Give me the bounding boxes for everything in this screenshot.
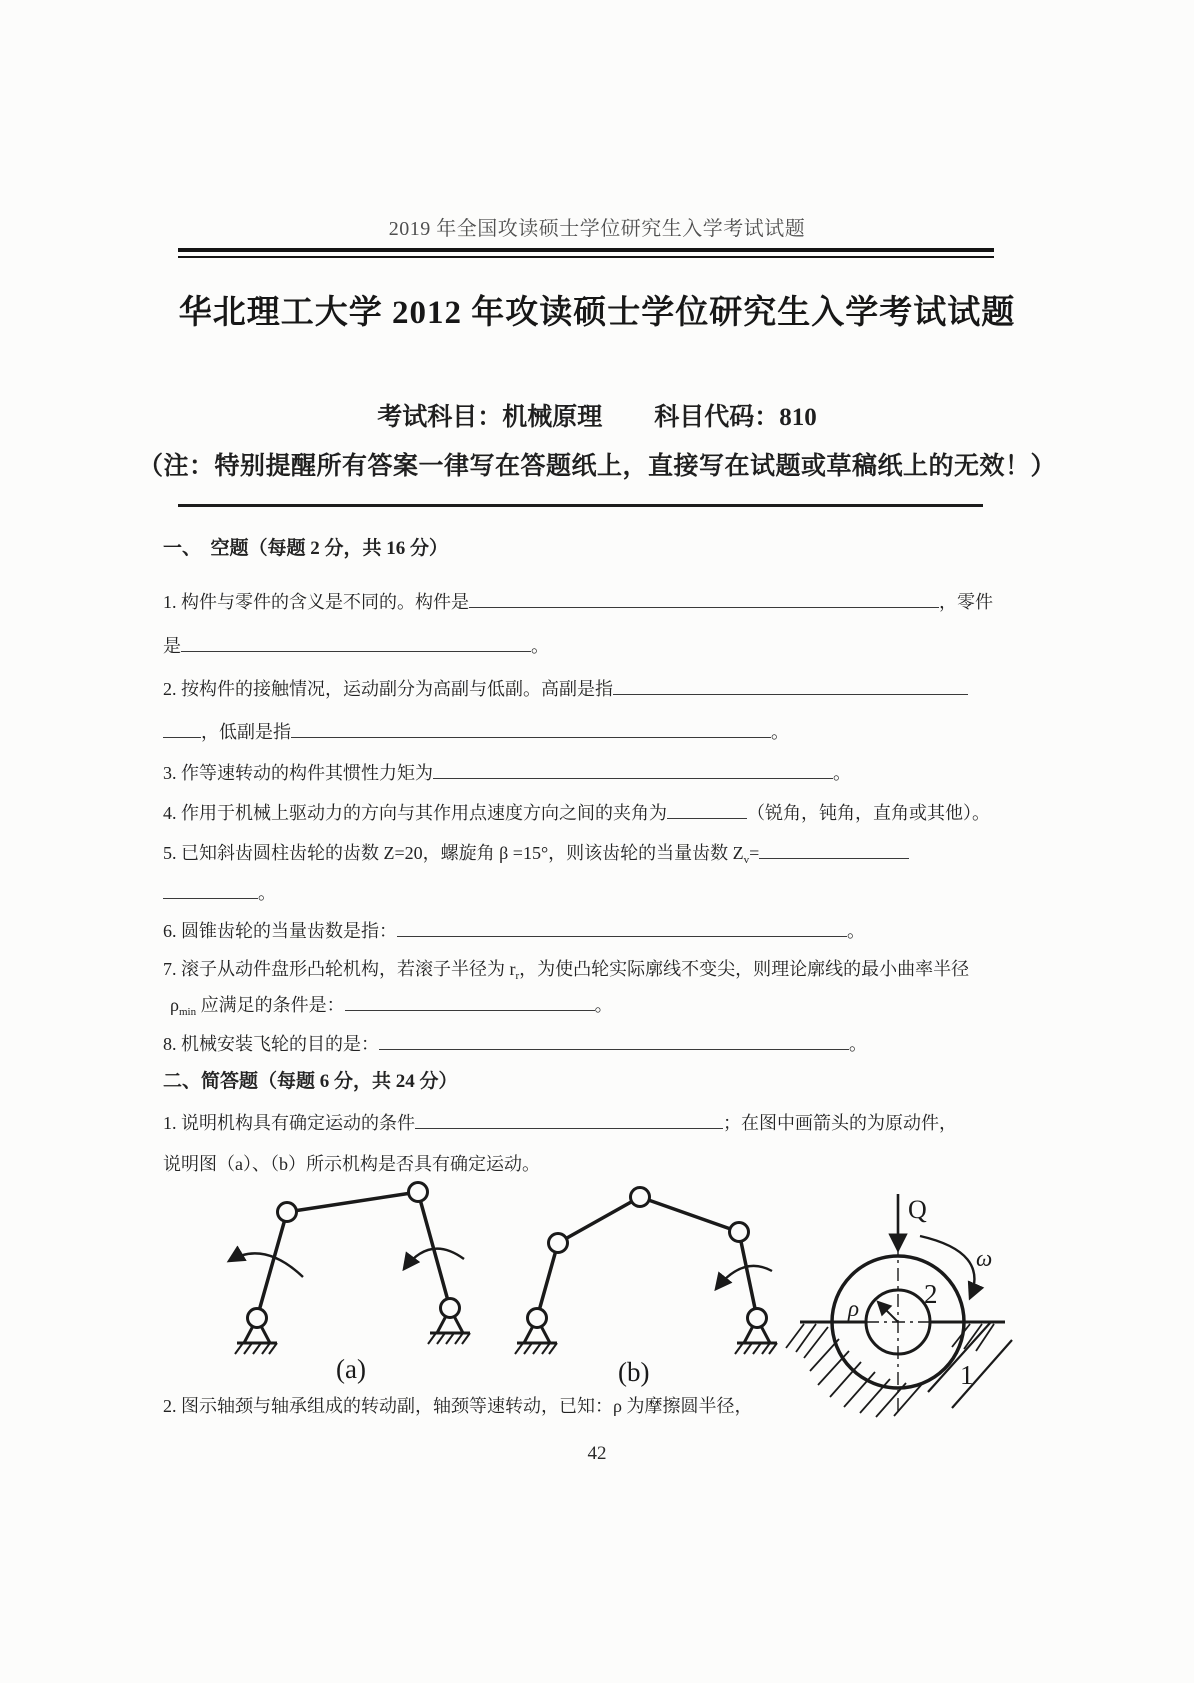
s1-q8-line: 8. 机械安装飞轮的目的是： 。 [163,1034,867,1054]
journal-number-label: 2 [924,1279,938,1309]
answer-blank [433,775,833,779]
s2-q1-line2: 说明图（a）、（b）所示机构是否具有确定运动。 [163,1154,540,1174]
answer-blank [181,648,531,652]
s1-q7-line2: $\rho_{min}$ 应满足的条件是： 。 [170,995,613,1018]
section2-heading: 二、简答题（每题 6 分，共 24 分） [163,1071,458,1092]
fixed-pivot-icon [735,1309,777,1355]
section1-heading: 一、 空题（每题 2 分，共 16 分） [163,538,449,559]
subscript: v [743,854,750,866]
s1-q5-line1: 5. 已知斜齿圆柱齿轮的齿数 Z=20，螺旋角 β =15°，则该齿轮的当量齿数 $Z_v=$ [163,840,909,866]
header-divider [178,248,994,258]
answer-blank [163,895,258,899]
figure-a-label: (a) [336,1354,366,1384]
s1-q7-line1: 7. 滚子从动件盘形凸轮机构，若滚子半径为 $r_r$，为使凸轮实际廓线不变尖，则理论廓线的最小曲率半径 [163,959,970,982]
answer-blank [469,604,939,608]
s1-q5-line2: 。 [163,880,276,906]
figure-journal-bearing [786,1194,1012,1417]
answer-blank [163,734,201,738]
load-label: Q [908,1195,927,1224]
s2-q1-line1: 1. 说明机构具有确定运动的条件 ；在图中画箭头的为原动件， [163,1113,957,1133]
s1-q4-line: 4. 作用于机械上驱动力的方向与其作用点速度方向之间的夹角为 （锐角，钝角，直角或其他）。 [163,803,990,823]
figure-a-linkage [229,1183,470,1385]
revolute-joint-icon [409,1183,428,1202]
answer-blank [667,815,747,819]
answer-blank [759,855,909,859]
section-divider [178,504,983,507]
subject-label: 考试科目：机械原理 [377,404,603,431]
s1-q6-line: 6. 圆锥齿轮的当量齿数是指： 。 [163,921,865,941]
revolute-joint-icon [278,1203,297,1222]
subject-line [0,397,1194,433]
answer-blank [397,933,847,937]
figure-b-linkage [515,1188,777,1388]
figure-b-label: (b) [618,1357,650,1387]
s1-q1-line1: 1. 构件与零件的含义是不同的。构件是 ，零件 [163,592,993,612]
s1-q2-line1: 2. 按构件的接触情况，运动副分为高副与低副。高副是指 [163,676,968,702]
rho-arrow-icon [878,1302,898,1322]
subject-code-label: 科目代码：810 [654,404,817,431]
fixed-pivot-icon [428,1299,470,1345]
subscript: r [515,970,520,982]
bearing-number-label: 1 [960,1360,974,1390]
page-header: 2019 年全国攻读硕士学位研究生入学考试试题 [388,218,806,240]
answer-blank [345,1007,595,1011]
s1-q3-line: 3. 作等速转动的构件其惯性力矩为 。 [163,763,851,783]
s1-q1-line2: 是 。 [163,636,549,656]
s1-q2-line2: ，低副是指 。 [163,719,789,745]
revolute-joint-icon [730,1223,749,1242]
page-title: 华北理工大学 2012 年攻读硕士学位研究生入学考试试题 [178,295,1016,331]
subscript: min [178,1006,197,1018]
answer-blank [613,691,968,695]
answer-blank [415,1125,723,1129]
omega-label: ω [976,1246,993,1271]
fixed-pivot-icon [515,1309,557,1355]
rho-label: ρ [848,1296,860,1321]
rotation-arrow-icon [229,1253,303,1277]
s2-q2-line: 2. 图示轴颈与轴承组成的转动副，轴颈等速转动，已知：ρ 为摩擦圆半径， [163,1396,753,1416]
page-number: 42 [587,1443,607,1464]
exam-note: （注：特别提醒所有答案一律写在答题纸上，直接写在试题或草稿纸上的无效！） [137,453,1056,480]
answer-blank [379,1046,849,1050]
answer-blank [291,734,771,738]
revolute-joint-icon [549,1234,568,1253]
revolute-joint-icon [631,1188,650,1207]
rotation-arrow-icon [716,1266,772,1289]
fixed-pivot-icon [235,1309,277,1355]
